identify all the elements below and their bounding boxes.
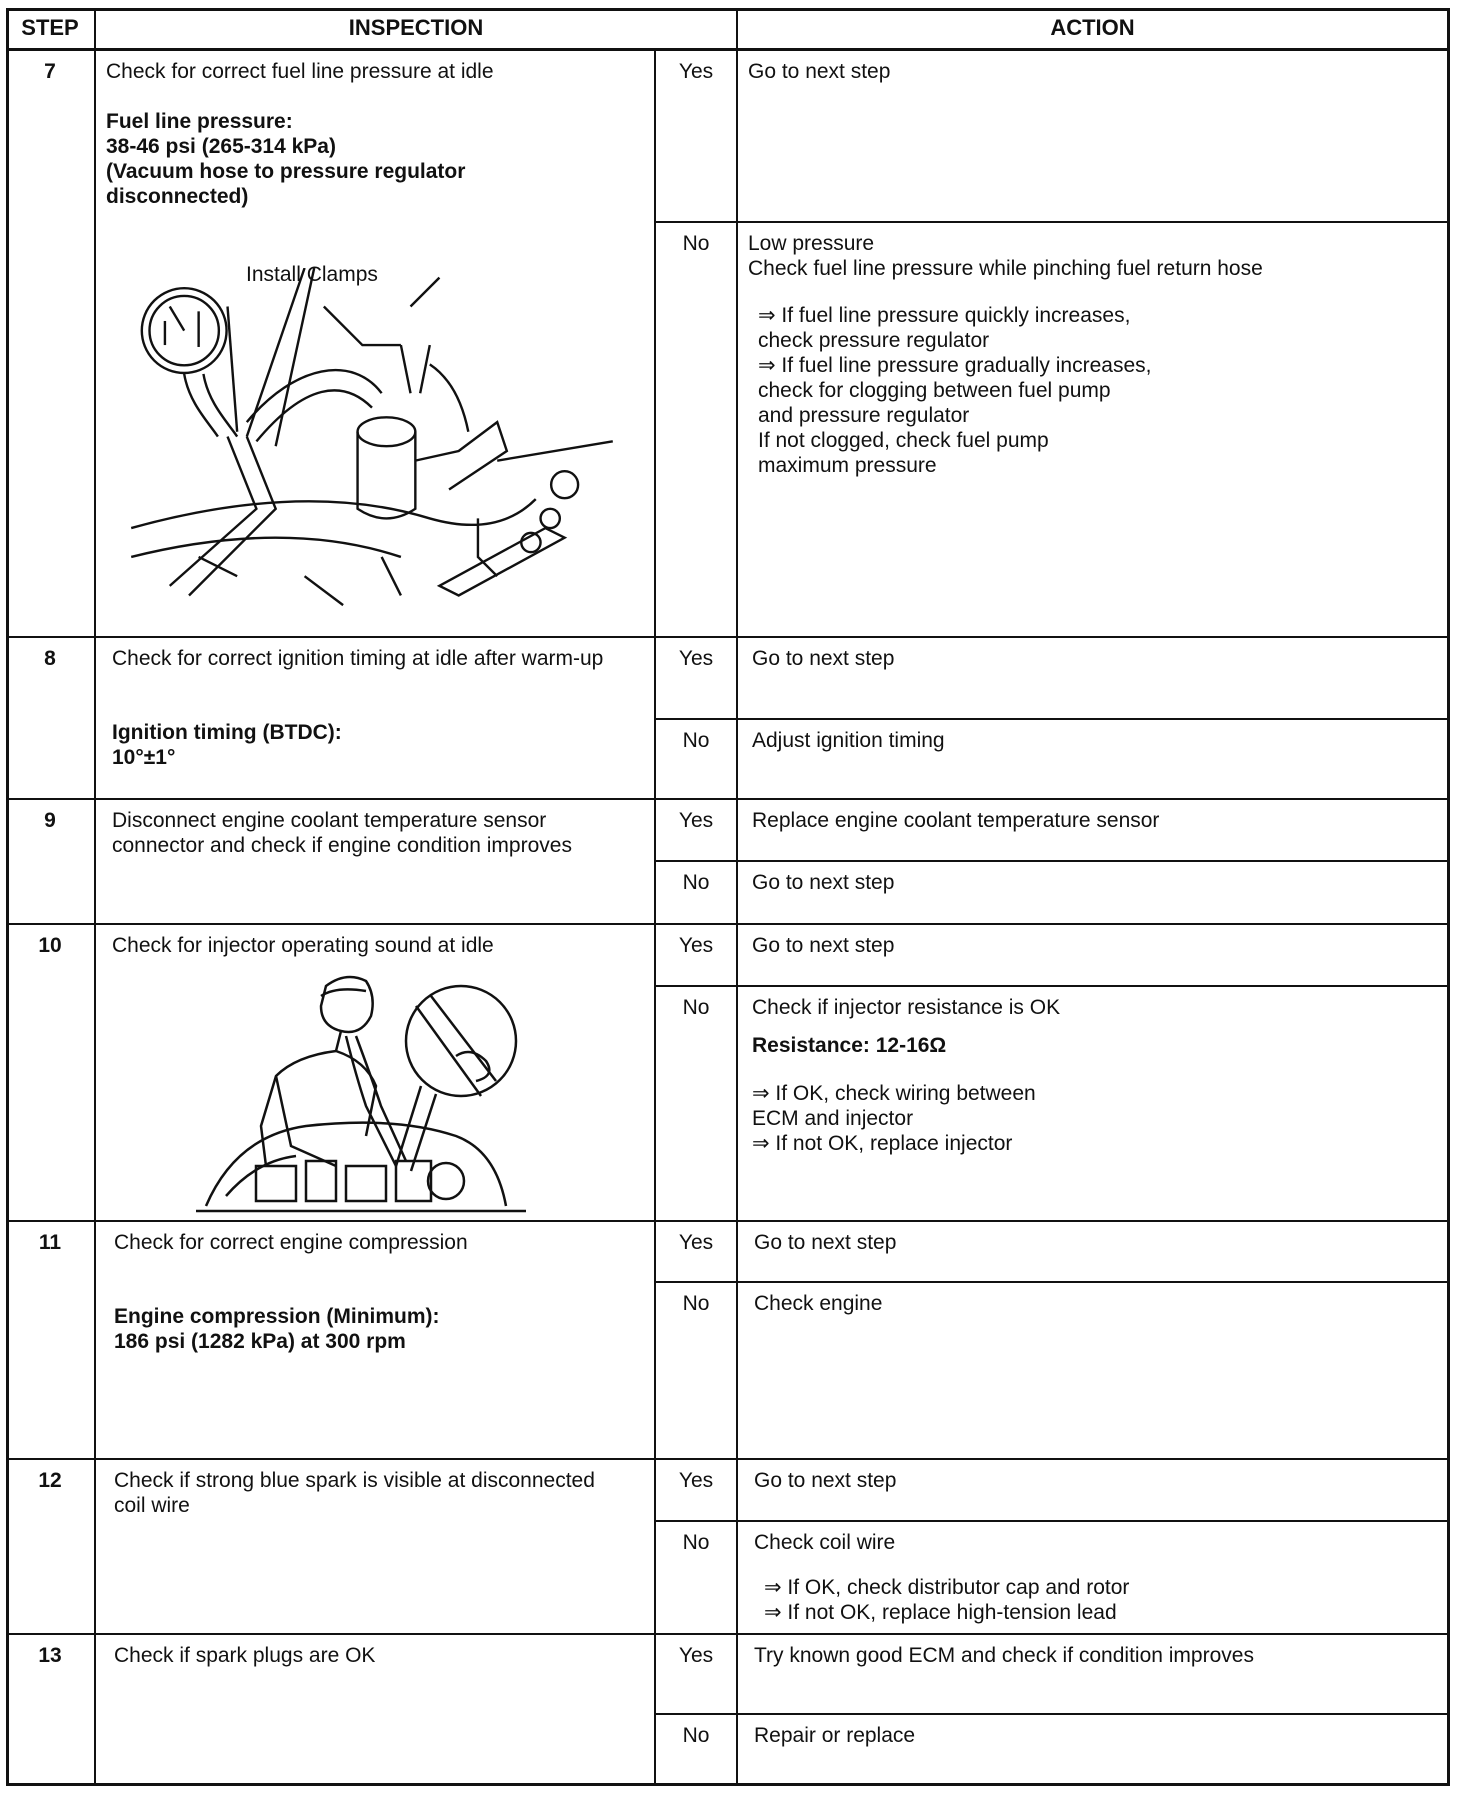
- no-action-bullets: ⇒ If OK, check wiring between ECM and injector ⇒ If not OK, replace injector: [752, 1082, 1036, 1155]
- yes-action: Go to next step: [752, 934, 895, 957]
- step-number: 8: [44, 647, 56, 670]
- diagnostic-table: [6, 8, 1450, 1786]
- inspection-spec: Fuel line pressure: 38-46 psi (265-314 kPa) (Vacuum hose to pressure regulator disconnected): [106, 110, 466, 208]
- yes-label: Yes: [678, 1469, 714, 1492]
- header-step: STEP: [21, 15, 79, 40]
- yes-action: Go to next step: [754, 1469, 897, 1492]
- inspection-text: Disconnect engine coolant temperature sensor connector and check if engine condition improves: [112, 809, 572, 857]
- figure-callout: Install Clamps: [246, 263, 378, 286]
- inspection-text: Check if spark plugs are OK: [114, 1644, 376, 1667]
- inspection-text: Check if strong blue spark is visible at disconnected coil wire: [114, 1469, 595, 1517]
- no-action-bullets: ⇒ If OK, check distributor cap and rotor ⇒ If not OK, replace high-tension lead: [764, 1576, 1130, 1624]
- inspection-text: Check for injector operating sound at idle: [112, 934, 494, 957]
- no-label: No: [682, 729, 710, 752]
- no-action-bullets: ⇒ If fuel line pressure quickly increases, check pressure regulator ⇒ If fuel line pressure gradually increases, check for clogging between fuel pump and pressure regulator If not clogged, check fuel pump maximum pressure: [758, 304, 1152, 477]
- no-action: Adjust ignition timing: [752, 729, 945, 752]
- border-bottom: [6, 1783, 1450, 1786]
- no-label: No: [682, 871, 710, 894]
- inspection-spec: Ignition timing (BTDC): 10°±1°: [112, 721, 342, 769]
- step-number: 13: [38, 1644, 62, 1667]
- no-label: No: [682, 1531, 710, 1554]
- yes-label: Yes: [678, 1231, 714, 1254]
- yes-label: Yes: [678, 1644, 714, 1667]
- header-inspection: INSPECTION: [348, 15, 484, 40]
- step-number: 12: [38, 1469, 62, 1492]
- fuel-pressure-gauge-illustration: [102, 268, 642, 634]
- no-label: No: [682, 996, 710, 1019]
- step-number: 7: [44, 60, 56, 83]
- yes-action: Go to next step: [752, 647, 895, 670]
- yes-label: Yes: [678, 647, 714, 670]
- inspection-text: Check for correct engine compression: [114, 1231, 468, 1254]
- yes-action: Go to next step: [748, 60, 891, 83]
- yes-action: Go to next step: [754, 1231, 897, 1254]
- header-action: ACTION: [1050, 15, 1135, 40]
- yes-label: Yes: [678, 60, 714, 83]
- inspection-text: Check for correct fuel line pressure at idle: [106, 60, 494, 83]
- no-label: No: [682, 232, 710, 255]
- no-action: Low pressure Check fuel line pressure while pinching fuel return hose: [748, 232, 1263, 280]
- no-action: Check if injector resistance is OK: [752, 996, 1061, 1019]
- step-number: 11: [38, 1231, 62, 1254]
- yes-action: Replace engine coolant temperature sensor: [752, 809, 1160, 832]
- border-left: [6, 8, 9, 1786]
- col-divider-step: [94, 8, 96, 1786]
- step-number: 10: [38, 934, 62, 957]
- no-action: Go to next step: [752, 871, 895, 894]
- no-action: Check engine: [754, 1292, 883, 1315]
- inspection-text: Check for correct ignition timing at idle after warm-up: [112, 647, 604, 670]
- no-label: No: [682, 1292, 710, 1315]
- yes-label: Yes: [678, 809, 714, 832]
- step-number: 9: [44, 809, 56, 832]
- yes-action: Try known good ECM and check if condition improves: [754, 1644, 1254, 1667]
- inspection-spec: Engine compression (Minimum): 186 psi (1282 kPa) at 300 rpm: [114, 1305, 440, 1353]
- no-action-spec: Resistance: 12-16Ω: [752, 1034, 947, 1057]
- no-label: No: [682, 1724, 710, 1747]
- no-action: Check coil wire: [754, 1531, 896, 1554]
- yes-label: Yes: [678, 934, 714, 957]
- mechanic-stethoscope-illustration: [196, 966, 526, 1216]
- no-action: Repair or replace: [754, 1724, 916, 1747]
